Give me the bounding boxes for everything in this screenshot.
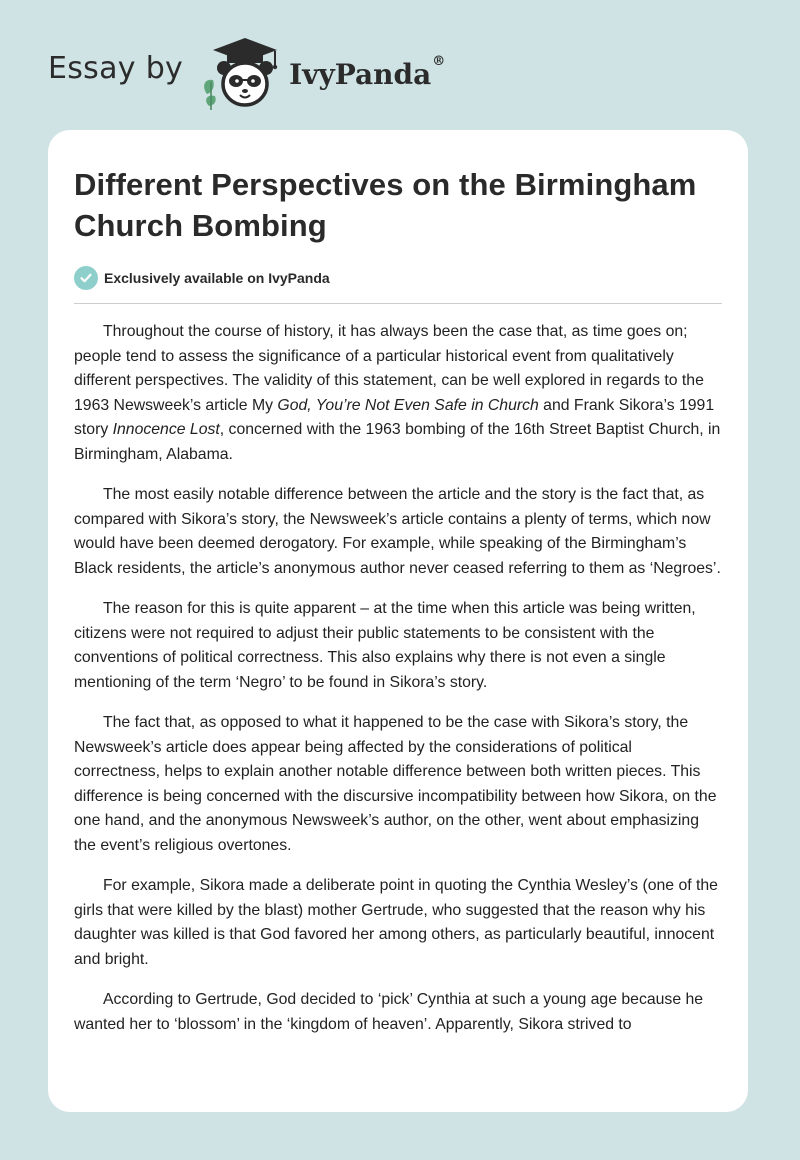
- paragraph: The fact that, as opposed to what it happened to be the case with Sikora’s story, the Newsweek’s article does appear being affected by the considerations of political correctness, helps to explain another notable difference between both written pieces. This difference is being concerned with the discursive incompatibility between how Sikora, on the one hand, and the anonymous Newsweek’s author, on the other, went about emphasizing the event’s religious overtones.: [74, 714, 717, 854]
- paragraph: For example, Sikora made a deliberate point in quoting the Cynthia Wesley’s (one of the girls that were killed by the blast) mother Gertrude, who suggested that the reason why his daughter was killed is that God favored her among others, as particularly beautiful, innocent and bright.: [74, 877, 718, 968]
- paragraph: The reason for this is quite apparent – at the time when this article was being written, citizens were not required to adjust their public statements to be consistent with the conventions of political correctness. This also explains why there is not even a single mentioning of the term ‘Negro’ to be found in Sikora’s story.: [74, 600, 696, 691]
- checkmark-icon: [74, 266, 98, 290]
- paragraph-text: and Frank Sikora’s 1991 story: [74, 396, 715, 438]
- panda-logo-icon[interactable]: [197, 34, 287, 110]
- brand-name-text: IvyPanda: [289, 57, 432, 91]
- paragraph: [74, 320, 722, 467]
- paragraph-text: , concerned with the 1963 bombing of the 16th Street Baptist Church, in Birmingham, Alabama.: [74, 421, 721, 463]
- story-title: Innocence Lost: [112, 421, 220, 438]
- essay-title: Different Perspectives on the Birmingham Church Bombing: [74, 167, 697, 243]
- essay-body: [74, 320, 722, 1037]
- paragraph: According to Gertrude, God decided to ‘pick’ Cynthia at such a young age because he wanted her to ‘blossom’ in the ‘kingdom of heaven’. Apparently, Sikora strived to: [74, 991, 704, 1033]
- brand-prefix: Essay by: [48, 50, 184, 86]
- exclusive-badge-label: Exclusively available on IvyPanda: [104, 270, 330, 286]
- brand-name[interactable]: [289, 53, 446, 91]
- paragraph: The most easily notable difference between the article and the story is the fact that, as compared with Sikora’s story, the Newsweek’s article contains a plenty of terms, which now would have been deemed derogatory. For example, while speaking of the Birmingham’s Black residents, the article’s anonymous author never ceased referring to them as ‘Negroes’.: [74, 486, 721, 577]
- paragraph-text: Throughout the course of history, it has always been the case that, as time goes on; people tend to assess the significance of a particular historical event from qualitatively different perspectives. The validity of this statement, can be well explored in regards to the 1963 Newsweek’s article My: [74, 323, 704, 414]
- exclusive-badge: [74, 266, 722, 304]
- brand-header: [48, 32, 445, 112]
- registered-mark: ®: [432, 53, 446, 69]
- essay-card: [48, 130, 748, 1112]
- article-title: God, You’re Not Even Safe in Church: [277, 396, 539, 414]
